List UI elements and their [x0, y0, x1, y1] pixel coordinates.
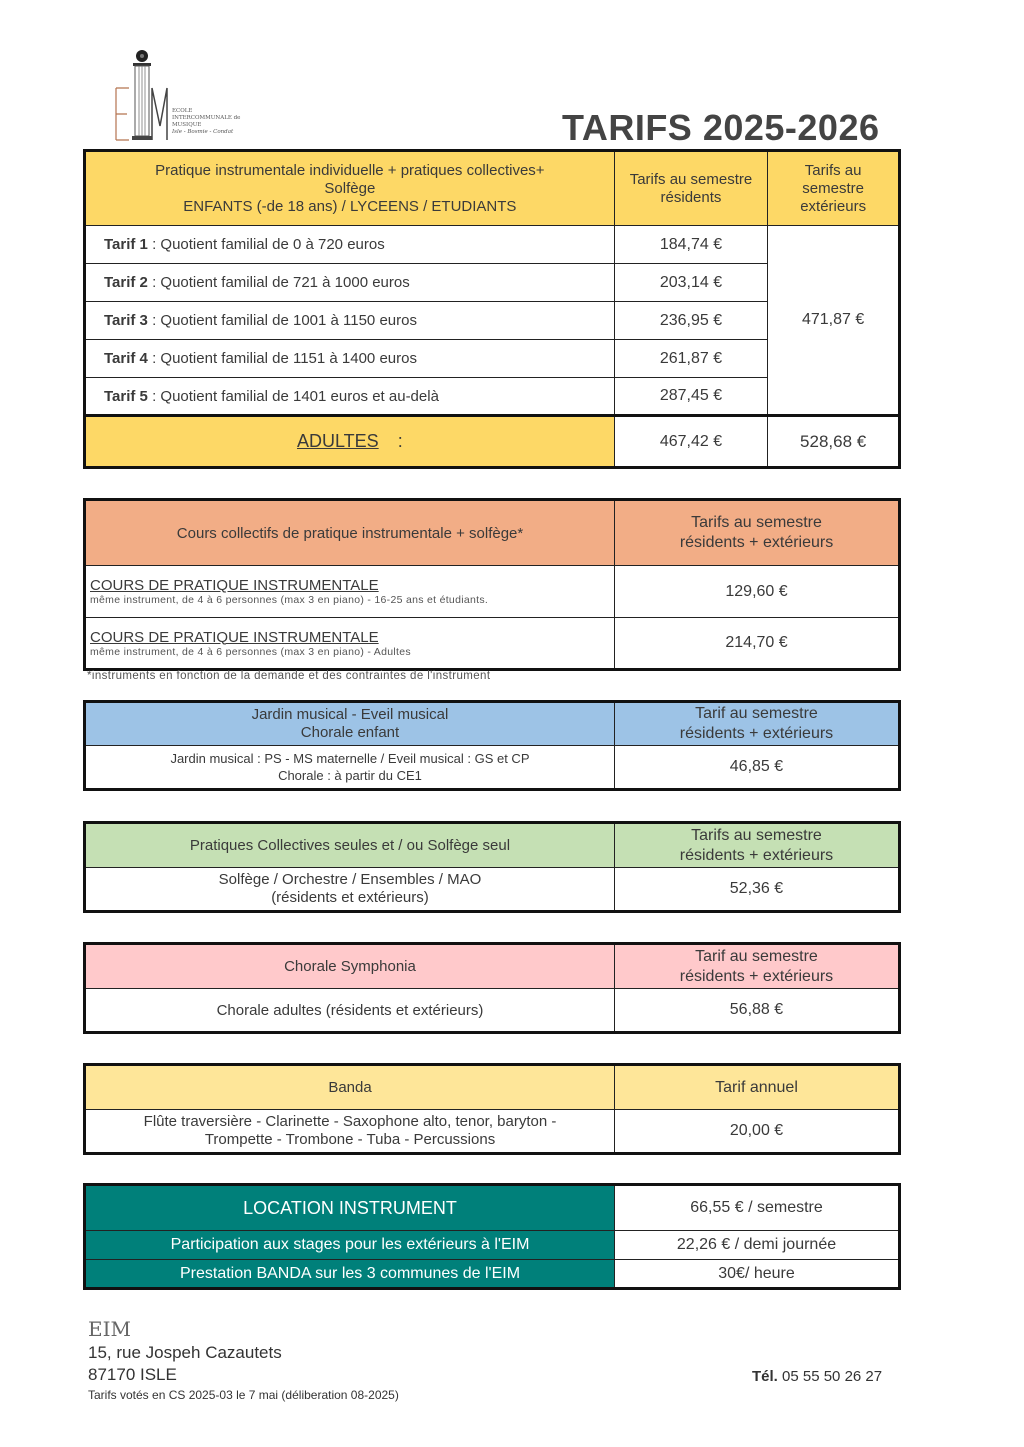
banda-desc — [85, 1110, 615, 1154]
tarif-resident-price: 287,45 € — [614, 378, 768, 416]
table2-header-price — [615, 500, 900, 566]
desc-line: Trompette - Trombone - Tuba - Percussions — [204, 1131, 496, 1148]
location-label: LOCATION INSTRUMENT — [85, 1185, 615, 1231]
tarif-label: Tarif 2 — [104, 274, 148, 291]
tarif-label: Tarif 5 — [104, 387, 148, 405]
table4-header-main: Pratiques Collectives seules et / ou Solfège seul — [85, 823, 615, 868]
table-row — [85, 566, 900, 618]
logo-text-line: Isle - Bosmie - Condat — [172, 129, 234, 135]
desc-line: Solfège / Orchestre / Ensembles / MAO — [218, 871, 482, 888]
course-subtitle: même instrument, de 4 à 6 personnes (max 3 en piano) - 16-25 ans et étudiants. — [90, 594, 489, 606]
table-row — [85, 989, 900, 1033]
table-row — [85, 1260, 900, 1289]
tarif-desc — [85, 302, 615, 340]
table3-header-main — [85, 702, 615, 746]
chorale-desc: Chorale adultes (résidents et extérieurs) — [85, 989, 615, 1033]
desc-line: Chorale : à partir du CE1 — [278, 768, 422, 783]
table1-header-residents: Tarifs au semestre résidents — [614, 151, 768, 226]
tarif-exterior-price: 471,87 € — [768, 226, 900, 416]
table5-header-main: Chorale Symphonia — [85, 944, 615, 989]
tarif-desc — [85, 226, 615, 264]
tel-number: 05 55 50 26 27 — [777, 1368, 883, 1385]
table5-header-price — [614, 944, 899, 989]
tarif-resident-price: 261,87 € — [614, 340, 768, 378]
chorale-price: 56,88 € — [614, 989, 899, 1033]
header-line: Chorale enfant — [300, 724, 400, 741]
table3-header-price — [614, 702, 899, 746]
footnote: *instruments en fonction de la demande et des contraintes de l'instrument — [87, 670, 491, 682]
location-price: 66,55 € / semestre — [615, 1185, 900, 1231]
footer-telephone — [752, 1368, 882, 1385]
stages-label: Participation aux stages pour les extérieurs à l'EIM — [85, 1231, 615, 1260]
header-line: Tarifs au semestre — [691, 826, 822, 844]
adults-exterior-price: 528,68 € — [768, 416, 900, 468]
cours-collectifs-table — [83, 498, 901, 671]
pratiques-price: 52,36 € — [614, 868, 899, 912]
header-line: résidents + extérieurs — [679, 725, 834, 742]
table2-header-main: Cours collectifs de pratique instrumentale + solfège* — [85, 500, 615, 566]
pratiques-desc — [85, 868, 615, 912]
header-line: résidents + extérieurs — [679, 534, 834, 551]
tarif-resident-price: 236,95 € — [614, 302, 768, 340]
table-row — [85, 618, 900, 670]
header-line: Pratique instrumentale individuelle + pratiques collectives+ — [155, 161, 545, 179]
table-row — [85, 226, 900, 264]
footer-address-line2: 87170 ISLE — [88, 1365, 177, 1384]
prestation-price: 30€/ heure — [615, 1260, 900, 1289]
tarif-range: : Quotient familial de 0 à 720 euros — [147, 236, 385, 253]
course-title: COURS DE PRATIQUE INSTRUMENTALE — [90, 628, 379, 646]
adults-colon: : — [397, 431, 403, 451]
table4-header-price — [614, 823, 899, 868]
table-row — [85, 868, 900, 912]
course-cell — [85, 566, 615, 618]
header-line: résidents + extérieurs — [679, 967, 834, 985]
desc-line: Flûte traversière - Clarinette - Saxophone alto, tenor, baryton - — [143, 1113, 557, 1130]
course-cell — [85, 618, 615, 670]
tarif-range: : Quotient familial de 1401 euros et au-delà — [147, 387, 439, 405]
tarif-desc — [85, 340, 615, 378]
tarif-label: Tarif 3 — [104, 312, 148, 329]
jardin-musical-table — [83, 700, 901, 791]
header-line: résidents + extérieurs — [679, 846, 834, 864]
tel-label: Tél. — [752, 1368, 778, 1385]
tarif-label: Tarif 4 — [104, 350, 148, 367]
prestation-label: Prestation BANDA sur les 3 communes de l'EIM — [85, 1260, 615, 1289]
header-line: Tarif au semestre — [695, 947, 818, 965]
jardin-price: 46,85 € — [614, 746, 899, 790]
desc-line: (résidents et extérieurs) — [271, 889, 429, 906]
tarif-desc — [85, 378, 615, 416]
desc-line: Jardin musical : PS - MS maternelle / Eveil musical : GS et CP — [170, 751, 530, 766]
stages-price: 22,26 € / demi journée — [615, 1231, 900, 1260]
chorale-symphonia-table — [83, 942, 901, 1034]
adults-label: ADULTES — [296, 431, 379, 451]
tarif-label: Tarif 1 — [104, 236, 148, 253]
course-subtitle: même instrument, de 4 à 6 personnes (max 3 en piano) - Adultes — [90, 645, 411, 658]
header-line: ENFANTS (-de 18 ans) / LYCEENS / ETUDIANTS — [183, 197, 517, 215]
table-row — [85, 1110, 900, 1154]
tarif-range: : Quotient familial de 1151 à 1400 euros — [147, 350, 417, 367]
logo-text-line: MUSIQUE — [172, 122, 202, 128]
eim-logo — [112, 46, 242, 146]
adults-resident-price: 467,42 € — [614, 416, 768, 468]
tarif-resident-price: 184,74 € — [614, 226, 768, 264]
adults-row — [85, 416, 900, 468]
table1-header-exterieurs: Tarifs au semestre extérieurs — [768, 151, 900, 226]
table-row — [85, 1231, 900, 1260]
footer-note: Tarifs votés en CS 2025-03 le 7 mai (déliberation 08-2025) — [88, 1388, 399, 1402]
header-line: Tarifs au semestre — [691, 514, 822, 531]
tarif-resident-price: 203,14 € — [614, 264, 768, 302]
tarif-range: : Quotient familial de 721 à 1000 euros — [147, 274, 410, 291]
page-title: TARIFS 2025-2026 — [562, 107, 880, 148]
table-row — [85, 1185, 900, 1231]
footer-address-line1: 15, rue Jospeh Cazautets — [88, 1343, 282, 1362]
logo-text-line: INTERCOMMUNALE de — [172, 115, 241, 121]
table-row — [85, 746, 900, 790]
table6-header-main: Banda — [85, 1065, 615, 1110]
tarifs-individuel-table — [83, 149, 901, 469]
header-line: Jardin musical - Eveil musical — [251, 706, 449, 723]
course-price: 129,60 € — [615, 566, 900, 618]
banda-price: 20,00 € — [615, 1110, 900, 1154]
tarif-range: : Quotient familial de 1001 à 1150 euros — [147, 312, 417, 329]
header-line: Solfège — [324, 179, 376, 197]
adults-label-cell — [85, 416, 615, 468]
pratiques-collectives-table — [83, 821, 901, 913]
course-title: COURS DE PRATIQUE INSTRUMENTALE — [90, 577, 379, 594]
location-table — [83, 1183, 901, 1290]
table1-header-main — [85, 151, 615, 226]
course-price: 214,70 € — [615, 618, 900, 670]
jardin-desc — [85, 746, 615, 790]
table6-header-price: Tarif annuel — [615, 1065, 900, 1110]
header-line: Tarif au semestre — [695, 705, 818, 722]
banda-table — [83, 1063, 901, 1155]
footer-org: EIM — [88, 1317, 131, 1341]
tarif-desc — [85, 264, 615, 302]
logo-text-line: ECOLE — [172, 108, 193, 114]
